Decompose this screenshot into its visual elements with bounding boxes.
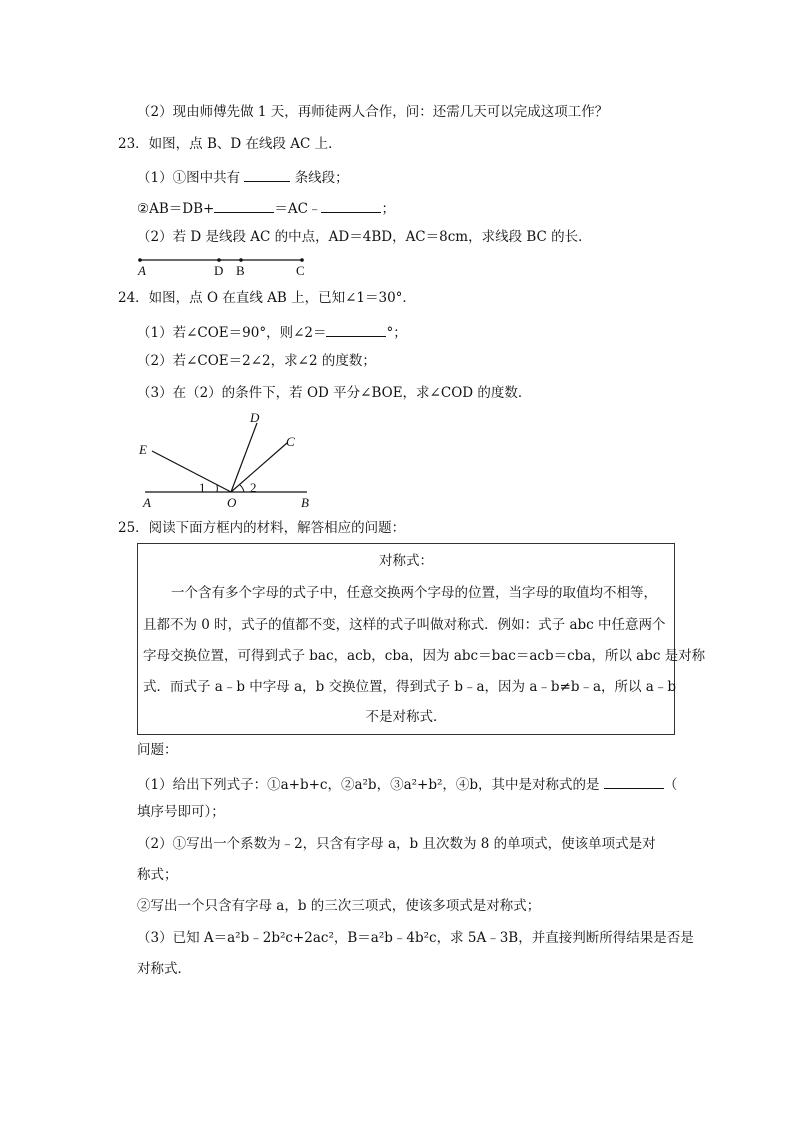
q24-part2: （2）若∠COE＝2∠2，求∠2 的度数； bbox=[137, 353, 376, 369]
label-b: B bbox=[236, 263, 245, 278]
q24-part3: （3）在（2）的条件下，若 OD 平分∠BOE，求∠COD 的度数． bbox=[137, 385, 532, 401]
q23-part1 bbox=[137, 169, 349, 186]
label-d: D bbox=[250, 410, 260, 425]
q23-part1-suffix: 条线段； bbox=[294, 170, 349, 186]
q25-part1-prefix: （1）给出下列式子：①a+b+c，②a²b，③a²+b²，④b，其中是对称式的是 bbox=[137, 777, 600, 793]
q23-part1-prefix: （1）①图中共有 bbox=[137, 170, 241, 186]
q25-part2b: ②写出一个只含有字母 a，b 的三次三项式，使该多项式是对称式； bbox=[137, 898, 541, 914]
box-line-1: 一个含有多个字母的式子中，任意交换两个字母的位置，当字母的取值均不相等， bbox=[171, 585, 657, 601]
q24-part1-prefix: （1）若∠COE＝90°，则∠2＝ bbox=[137, 325, 327, 341]
box-line-5: 不是对称式． bbox=[365, 709, 447, 725]
q23-part1b-end: ； bbox=[381, 201, 395, 217]
q24-stem: 24．如图，点 O 在直线 AB 上，已知∠1＝30°． bbox=[118, 290, 416, 306]
label-b: B bbox=[301, 495, 309, 510]
q25-part1-cont: 填序号即可）； bbox=[137, 804, 225, 820]
label-a: A bbox=[143, 495, 151, 510]
q25-part2-line2: 称式； bbox=[137, 867, 178, 883]
q24-figure bbox=[135, 405, 325, 513]
label-o: O bbox=[227, 495, 237, 510]
point-b bbox=[239, 258, 243, 262]
q25-part3-line1: （3）已知 A＝a²b﹣2b²c+2ac²，B＝a²b﹣4b²c，求 5A﹣3B，并直接判断所得结果是否是 bbox=[137, 930, 694, 946]
q24-part1-suffix: °； bbox=[386, 325, 407, 341]
angle-1-label: 1 bbox=[199, 480, 206, 495]
point-a bbox=[138, 258, 142, 262]
box-line-4: 式．而式子 a﹣b 中字母 a，b 交换位置，得到式子 b﹣a，因为 a﹣b≠b﹣a，所以 a﹣b bbox=[143, 679, 676, 695]
label-a: A bbox=[138, 263, 146, 278]
label-d: D bbox=[214, 263, 224, 278]
q23-part1b-lhs: ②AB＝DB+ bbox=[137, 201, 215, 217]
q25-part1 bbox=[137, 776, 677, 793]
label-c: C bbox=[286, 434, 295, 449]
point-d bbox=[217, 258, 221, 262]
material-box bbox=[137, 543, 706, 735]
q23-figure bbox=[135, 252, 315, 280]
angle-2-arc bbox=[240, 485, 244, 492]
box-title: 对称式： bbox=[379, 553, 433, 569]
ray-oc bbox=[231, 443, 287, 492]
q23-part2: （2）若 D 是线段 AC 的中点，AD＝4BD，AC＝8cm，求线段 BC 的长． bbox=[137, 229, 592, 245]
q23-part1b-mid: ＝AC﹣ bbox=[274, 201, 322, 217]
q22-part2: （2）现由师傅先做 1 天，再师徒两人合作，问：还需几天可以完成这项工作？ bbox=[137, 104, 609, 120]
q24-blank-1[interactable] bbox=[326, 324, 386, 337]
q23-stem: 23．如图，点 B、D 在线段 AC 上． bbox=[118, 136, 342, 152]
q25-part1-suffix: （ bbox=[663, 777, 678, 793]
q23-blank-3[interactable] bbox=[321, 200, 381, 213]
q25-part2-line1: （2）①写出一个系数为﹣2，只含有字母 a，b 且次数为 8 的单项式，使该单项式是对 bbox=[137, 836, 656, 852]
point-c bbox=[300, 258, 304, 262]
q23-part1b bbox=[137, 200, 395, 217]
ray-oe bbox=[152, 451, 231, 492]
label-e: E bbox=[139, 442, 147, 457]
q25-question-label: 问题： bbox=[137, 742, 178, 758]
q25-part3-line2: 对称式． bbox=[137, 961, 191, 977]
label-c: C bbox=[296, 263, 305, 278]
box-line-3: 字母交换位置，可得到式子 bac，acb，cba，因为 abc＝bac＝acb＝cba，所以 abc 是对称 bbox=[143, 648, 706, 664]
q25-stem: 25．阅读下面方框内的材料，解答相应的问题： bbox=[118, 520, 406, 536]
q23-blank-2[interactable] bbox=[214, 200, 274, 213]
angle-2-label: 2 bbox=[250, 480, 257, 495]
box-line-2: 且都不为 0 时，式子的值都不变，这样的式子叫做对称式．例如：式子 abc 中任意两个 bbox=[143, 617, 666, 633]
q25-blank-1[interactable] bbox=[604, 776, 664, 789]
q24-part1 bbox=[137, 324, 407, 341]
q23-blank-1[interactable] bbox=[244, 169, 290, 182]
